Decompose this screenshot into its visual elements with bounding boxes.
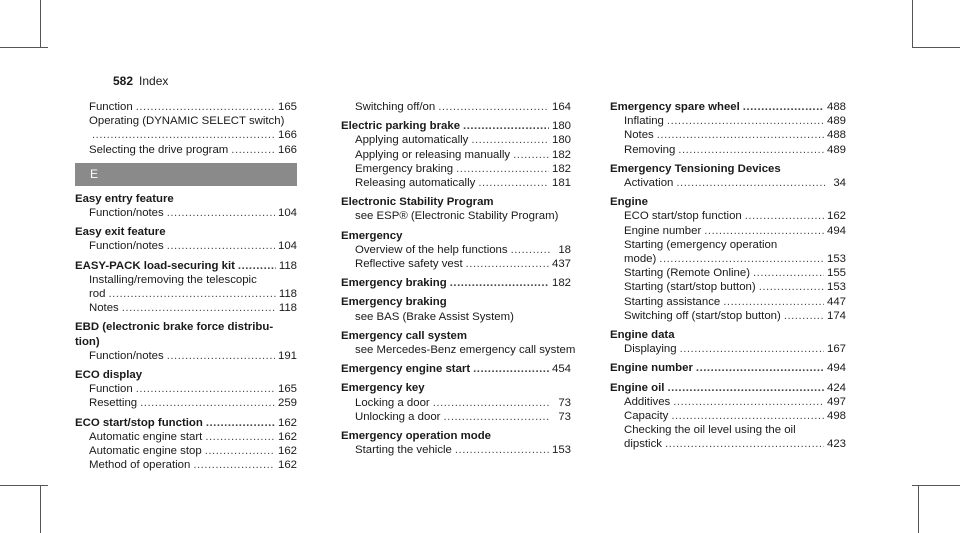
index-entry: Installing/removing the telescopic bbox=[89, 273, 257, 286]
crop-mark bbox=[912, 0, 913, 48]
index-entry: Checking the oil level using the oil bbox=[624, 424, 796, 437]
index-entry[interactable]: ..... 166 bbox=[75, 128, 297, 142]
index-heading: Emergency braking bbox=[341, 296, 447, 309]
index-heading: Emergency operation mode bbox=[341, 430, 492, 443]
index-entry[interactable]: Function/notes ..... 191 bbox=[75, 349, 297, 363]
index-entry[interactable]: Resetting ..... 259 bbox=[75, 396, 297, 410]
index-entry: Operating (DYNAMIC SELECT switch) bbox=[89, 115, 285, 128]
index-entry[interactable]: Capacity ..... 498 bbox=[610, 409, 846, 423]
index-entry[interactable]: Reflective safety vest ..... 437 bbox=[341, 257, 571, 271]
index-column-1 bbox=[75, 100, 297, 472]
index-entry[interactable]: Function ..... 165 bbox=[75, 100, 297, 114]
index-entry[interactable]: Function ..... 165 bbox=[75, 382, 297, 396]
index-entry[interactable]: Notes ..... 488 bbox=[610, 128, 846, 142]
index-heading: Emergency bbox=[341, 229, 403, 242]
index-heading[interactable]: Emergency engine start ..... 454 bbox=[341, 362, 571, 376]
index-heading: Engine data bbox=[610, 329, 675, 342]
index-heading: Engine bbox=[610, 196, 648, 209]
index-entry[interactable]: Switching off/on ..... 164 bbox=[341, 100, 571, 114]
index-heading: tion) bbox=[75, 335, 100, 348]
index-entry[interactable]: Starting (Remote Online) ..... 155 bbox=[610, 266, 846, 280]
page-title: Index bbox=[139, 74, 169, 88]
index-entry[interactable]: Removing ..... 489 bbox=[610, 143, 846, 157]
index-column-2 bbox=[341, 100, 576, 457]
index-heading: Electronic Stability Program bbox=[341, 196, 494, 209]
crop-mark bbox=[0, 485, 48, 486]
index-heading[interactable]: Engine oil ..... 424 bbox=[610, 381, 846, 395]
index-entry[interactable]: Unlocking a door ..... 73 bbox=[341, 410, 571, 424]
index-heading[interactable]: Emergency braking ..... 182 bbox=[341, 276, 571, 290]
index-heading[interactable]: Emergency spare wheel ..... 488 bbox=[610, 100, 846, 114]
index-entry[interactable]: Applying automatically ..... 180 bbox=[341, 133, 571, 147]
index-entry[interactable]: Applying or releasing manually ..... 182 bbox=[341, 148, 571, 162]
index-entry[interactable]: Activation ..... 34 bbox=[610, 176, 846, 190]
index-entry[interactable]: Emergency braking ..... 182 bbox=[341, 162, 571, 176]
index-heading: Easy exit feature bbox=[75, 226, 166, 239]
section-letter-bar: E bbox=[75, 163, 297, 186]
index-entry[interactable]: Starting assistance ..... 447 bbox=[610, 295, 846, 309]
index-heading[interactable]: Engine number ..... 494 bbox=[610, 361, 846, 375]
index-heading: Emergency Tensioning Devices bbox=[610, 162, 781, 175]
index-entry[interactable]: Overview of the help functions ..... 18 bbox=[341, 243, 571, 257]
index-column-3 bbox=[610, 100, 846, 452]
index-entry[interactable]: Inflating ..... 489 bbox=[610, 114, 846, 128]
index-heading[interactable]: ECO start/stop function ..... 162 bbox=[75, 416, 297, 430]
crop-mark bbox=[912, 47, 960, 48]
index-entry[interactable]: Starting the vehicle ..... 153 bbox=[341, 443, 571, 457]
index-heading: EBD (electronic brake force distribu- bbox=[75, 321, 274, 334]
index-entry[interactable]: Method of operation ..... 162 bbox=[75, 458, 297, 472]
index-entry[interactable]: Automatic engine start ..... 162 bbox=[75, 430, 297, 444]
crop-mark bbox=[40, 0, 41, 48]
index-entry[interactable]: Switching off (start/stop button) ..... 174 bbox=[610, 309, 846, 323]
crop-mark bbox=[0, 47, 48, 48]
index-entry: see ESP® (Electronic Stability Program) bbox=[355, 210, 559, 223]
page-number: 582 bbox=[113, 74, 134, 88]
index-entry[interactable]: Notes ..... 118 bbox=[75, 301, 297, 315]
index-heading: Emergency key bbox=[341, 382, 425, 395]
index-entry[interactable]: dipstick ..... 423 bbox=[610, 437, 846, 451]
index-heading[interactable]: Electric parking brake ..... 180 bbox=[341, 119, 571, 133]
index-entry[interactable]: rod ..... 118 bbox=[75, 287, 297, 301]
index-heading: Emergency call system bbox=[341, 329, 468, 342]
index-entry[interactable]: Engine number ..... 494 bbox=[610, 224, 846, 238]
crop-mark bbox=[40, 485, 41, 533]
index-heading[interactable]: EASY-PACK load-securing kit ..... 118 bbox=[75, 259, 297, 273]
index-entry[interactable]: Function/notes ..... 104 bbox=[75, 239, 297, 253]
index-entry[interactable]: Additives ..... 497 bbox=[610, 395, 846, 409]
index-heading: Easy entry feature bbox=[75, 192, 174, 205]
index-entry[interactable]: Selecting the drive program ..... 166 bbox=[75, 143, 297, 157]
index-entry[interactable]: mode) ..... 153 bbox=[610, 252, 846, 266]
index-entry[interactable]: Automatic engine stop ..... 162 bbox=[75, 444, 297, 458]
index-entry: see BAS (Brake Assist System) bbox=[355, 310, 514, 323]
index-entry[interactable]: Releasing automatically ..... 181 bbox=[341, 176, 571, 190]
crop-mark bbox=[918, 485, 919, 533]
index-entry[interactable]: ECO start/stop function ..... 162 bbox=[610, 209, 846, 223]
index-entry: see Mercedes-Benz emergency call system bbox=[355, 344, 576, 357]
index-entry[interactable]: Function/notes ..... 104 bbox=[75, 206, 297, 220]
index-entry[interactable]: Starting (start/stop button) ..... 153 bbox=[610, 280, 846, 294]
index-entry: Starting (emergency operation bbox=[624, 238, 778, 251]
crop-mark bbox=[912, 485, 960, 486]
index-entry[interactable]: Locking a door ..... 73 bbox=[341, 396, 571, 410]
page-header bbox=[113, 74, 168, 88]
index-heading: ECO display bbox=[75, 369, 143, 382]
index-entry[interactable]: Displaying ..... 167 bbox=[610, 342, 846, 356]
